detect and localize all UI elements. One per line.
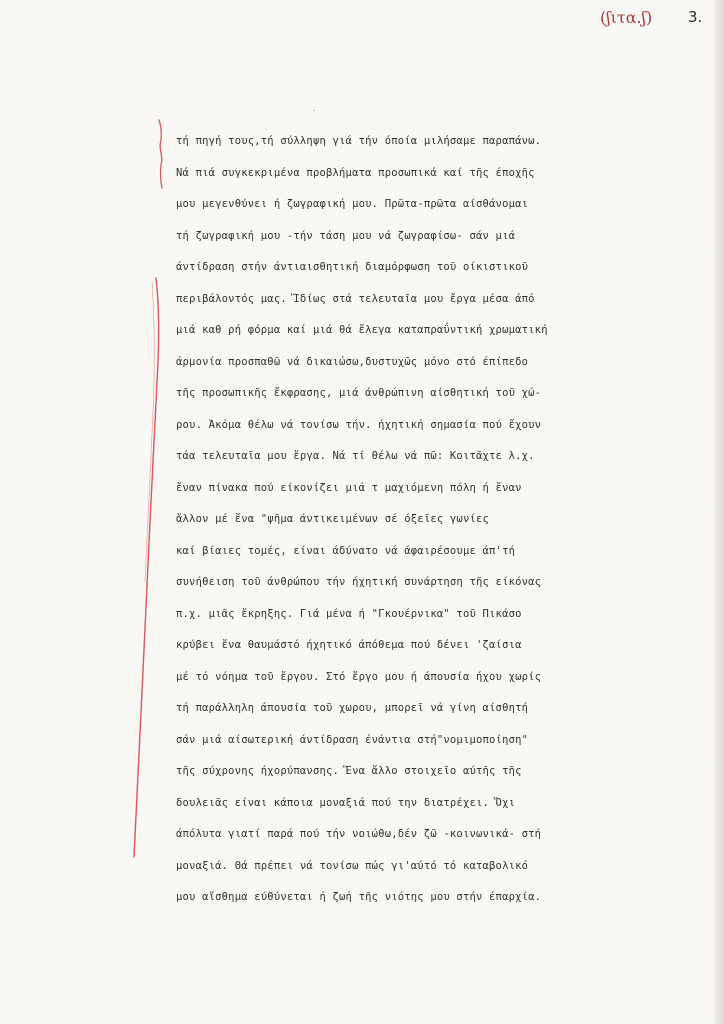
handwritten-annotation: (ʃιτα.ʃ) bbox=[600, 8, 653, 27]
text-line: ἔναν πίνακα πού είκονίζει μιά τ μαχιόμενη πόλη ή ἔναν bbox=[176, 481, 522, 494]
text-line: τή παράλληλη άπουσία τοῦ χωρου, μπορεῖ νά γίνη αίσθητή bbox=[176, 702, 529, 714]
text-line: μιά καθ ρή φόρμα καί μιά θά ἔλεγα καταπραΰντική χρωματική bbox=[176, 324, 548, 336]
text-line: τή ζωγραφική μου -τήν τάση μου νά ζωγραφίσω- σάν μιά bbox=[176, 229, 516, 242]
page-edge-shadow bbox=[714, 0, 724, 1024]
text-line: τῆς προσωπικῆς ἔκφρασης, μιά άνθρώπινη αίσθητική τοῦ χώ- bbox=[176, 387, 542, 399]
text-line: π.χ. μιᾶς ἔκρηξης. Γιά μένα ή "Γκουέρνικα" τοῦ Πικάσο bbox=[176, 607, 522, 620]
red-margin-line bbox=[112, 112, 172, 872]
text-line: μέ τό νόημα τοῦ ἔργου. Στό ἔργο μου ή άπουσία ήχου χωρίς bbox=[176, 670, 542, 683]
text-line: καί βίαιες τομές, είναι άδύνατο νά άφαιρέσουμε άπ'τή bbox=[176, 544, 516, 557]
text-line: μου αἴσθημα εύθύνεται ή ζωή τῆς νιότης μου στήν έπαρχία. bbox=[176, 891, 542, 903]
page-number: 3. bbox=[688, 8, 703, 26]
text-line: άπόλυτα γιατί παρά πού τήν νοιώθω,δέν ζῶ -κοινωνικά- στή bbox=[176, 828, 542, 840]
text-line: τῆς σύχρονης ήχορύπανσης. Ἔνα ἄλλο στοιχεῖο αύτῆς τῆς bbox=[176, 765, 522, 777]
text-line: κρύβει ἔνα θαυμάστό ήχητικό άπόθεμα πού δένει 'ζαίσια bbox=[176, 639, 522, 651]
text-line: ἄλλον μέ ἔνα "ψῆμα άντικειμένων σέ όξεῖες γωνίες bbox=[176, 513, 490, 525]
text-line: τή πηγή τους,τή σύλληψη γιά τήν όποία μιλήσαμε παραπάνω. bbox=[176, 135, 542, 147]
text-line: ρου. Ἀκόμα θέλω νά τονίσω τήν. ήχητική σημασία πού ἔχουν bbox=[176, 418, 542, 431]
text-line: μοναξιά. Θά πρέπει νά τονίσω πώς γι'αύτό τό καταβολικό bbox=[176, 859, 529, 872]
text-line: άρμονία προσπαθῶ νά δικαιώσω,δυστυχῶς μόνο στό έπίπεδο bbox=[176, 355, 529, 368]
text-line: σάν μιά αίσωτερική άντίδραση ένάντια στή"νομιμοποίηση" bbox=[176, 733, 529, 746]
text-line: δουλειᾶς είναι κάποια μοναξιά πού την διατρέχει. Ὄχι bbox=[176, 796, 516, 809]
text-line: περιβάλοντός μας. Ἴδίως στά τελευταῖα μου ἔργα μέσα άπό bbox=[176, 292, 535, 305]
text-line: Νά πιά συγκεκριμένα προβλήματα προσωπικά καί τῆς έποχῆς bbox=[176, 166, 535, 179]
text-line: τάα τελευταῖα μου ἔργα. Νά τί θέλω νά πῶ: Κοιτᾶχτε λ.χ. bbox=[176, 450, 535, 462]
text-line: συνήθειση τοῦ άνθρώπου τήν ήχητική συνάρτηση τῆς είκόνας bbox=[176, 576, 542, 588]
typewritten-text bbox=[176, 126, 696, 914]
text-line: μου μεγενθύνει ή ζωγραφική μου. Πρῶτα-πρῶτα αίσθάνομαι bbox=[176, 198, 529, 210]
text-line: άντίδραση στήν άντιαισθητική διαμόρφωση τοῦ οίκιστικοῦ bbox=[176, 261, 529, 273]
ink-smudge: · bbox=[312, 106, 317, 115]
